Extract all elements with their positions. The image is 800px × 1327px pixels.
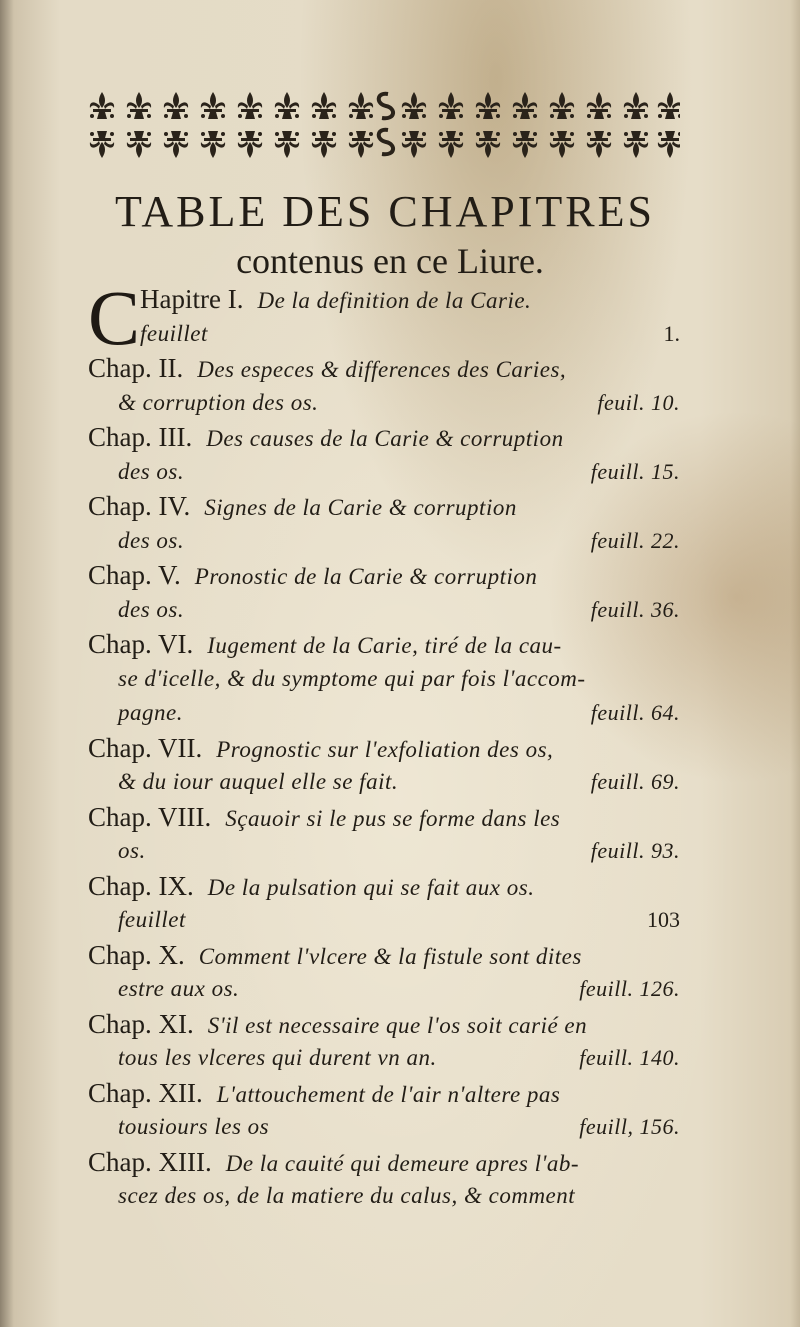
drop-cap-letter: C [88,274,141,361]
page-subtitle: contenus en ce Liure. [236,241,544,281]
chapter-number: Chap. XIII. [88,1146,212,1177]
chapter-number: Chap. VII. [88,732,203,763]
chapter-number: Chap. V. [88,560,181,590]
page-reference: feuill. 69. [590,769,680,794]
chapter-table [88,274,680,1214]
chapter-title-line: De la cauité qui demeure apres l'ab- [225,1150,580,1176]
chapter-title-line: tousiours les os [118,1114,270,1139]
chapter-title-line: & du iour auquel elle se fait. [118,769,399,794]
chapter-title-line: De la pulsation qui se fait aux os. [207,874,535,900]
chapter-number: Chap. XII. [88,1077,203,1108]
page-reference: feuill. 140. [579,1045,680,1070]
chapter-title-line: Sçauoir si le pus se forme dans les [225,805,561,831]
chapter-number: Chap. X. [88,939,185,970]
chapter-title-line: os. [118,838,146,863]
chapter-number: Chap. IX. [88,870,194,901]
chapter-title-line: De la definition de la Carie. [257,288,532,313]
page-reference: feuill. 126. [579,976,680,1001]
page-reference: feuill. 93. [590,838,680,863]
chapter-entry [88,420,680,489]
chapter-number: Chap. II. [88,353,184,383]
chapter-title-line: se d'icelle, & du symptome qui par fois l'accom- [118,665,586,691]
chapter-entry [88,1007,680,1076]
chapter-title-line: Des causes de la Carie & corruption [206,426,564,451]
chapter-number: Chap. VI. [88,629,194,659]
page-reference: feuil. 10. [597,389,680,415]
chapter-entry [88,800,680,869]
page-reference: feuill. 36. [590,596,680,622]
chapter-number: Chap. XI. [88,1008,194,1039]
page-title: TABLE DES CHAPITRES [115,187,655,236]
chapter-title-line: Des especes & differences des Caries, [197,357,567,382]
chapter-number: Hapitre I. [140,284,244,314]
chapter-title-line: estre aux os. [118,976,240,1001]
page-reference: feuill. 15. [590,458,680,484]
chapter-title-line: des os. [118,527,185,553]
chapter-title-line: scez des os, de la matiere du calus, & comment [118,1183,576,1208]
chapter-title-line: S'il est necessaire que l'os soit carié en [207,1012,588,1038]
chapter-title-line: pagne. [118,700,183,725]
page-reference: feuill. 64. [590,700,680,725]
page-reference: 103 [647,907,680,932]
chapter-entry [88,869,680,938]
chapter-title-line: des os. [118,458,185,484]
chapter-entry [88,938,680,1007]
fleuron-border-ornament [88,78,680,168]
chapter-title-line: Pronostic de la Carie & corruption [194,564,538,589]
chapter-title-line: L'attouchement de l'air n'altere pas [216,1081,561,1107]
chapter-title-line: tous les vlceres qui durent vn an. [118,1045,437,1070]
chapter-entry [88,1145,680,1214]
chapter-title-line: Comment l'vlcere & la fistule sont dites [198,943,582,969]
chapter-title-line: & corruption des os. [118,389,319,415]
chapter-number: Chap. III. [88,422,193,452]
chapter-entry [88,1076,680,1145]
chapter-title-line: feuillet [140,320,208,346]
chapter-entry [88,731,680,800]
page-reference: feuill. 22. [590,527,680,553]
page-reference: feuill, 156. [579,1114,680,1139]
chapter-entry [88,489,680,558]
chapter-title-line: des os. [118,596,185,622]
chapter-entry [88,558,680,627]
chapter-title-line: Prognostic sur l'exfoliation des os, [216,736,554,762]
chapter-entry [88,627,680,731]
chapter-title-line: Iugement de la Carie, tiré de la cau- [207,633,562,658]
chapter-number: Chap. VIII. [88,801,212,832]
chapter-title-line: feuillet [118,907,186,932]
chapter-title-line: Signes de la Carie & corruption [204,495,517,520]
page-reference: 1. [663,320,680,346]
chapter-entry [88,351,680,420]
chapter-entry [88,274,680,361]
chapter-number: Chap. IV. [88,491,191,521]
